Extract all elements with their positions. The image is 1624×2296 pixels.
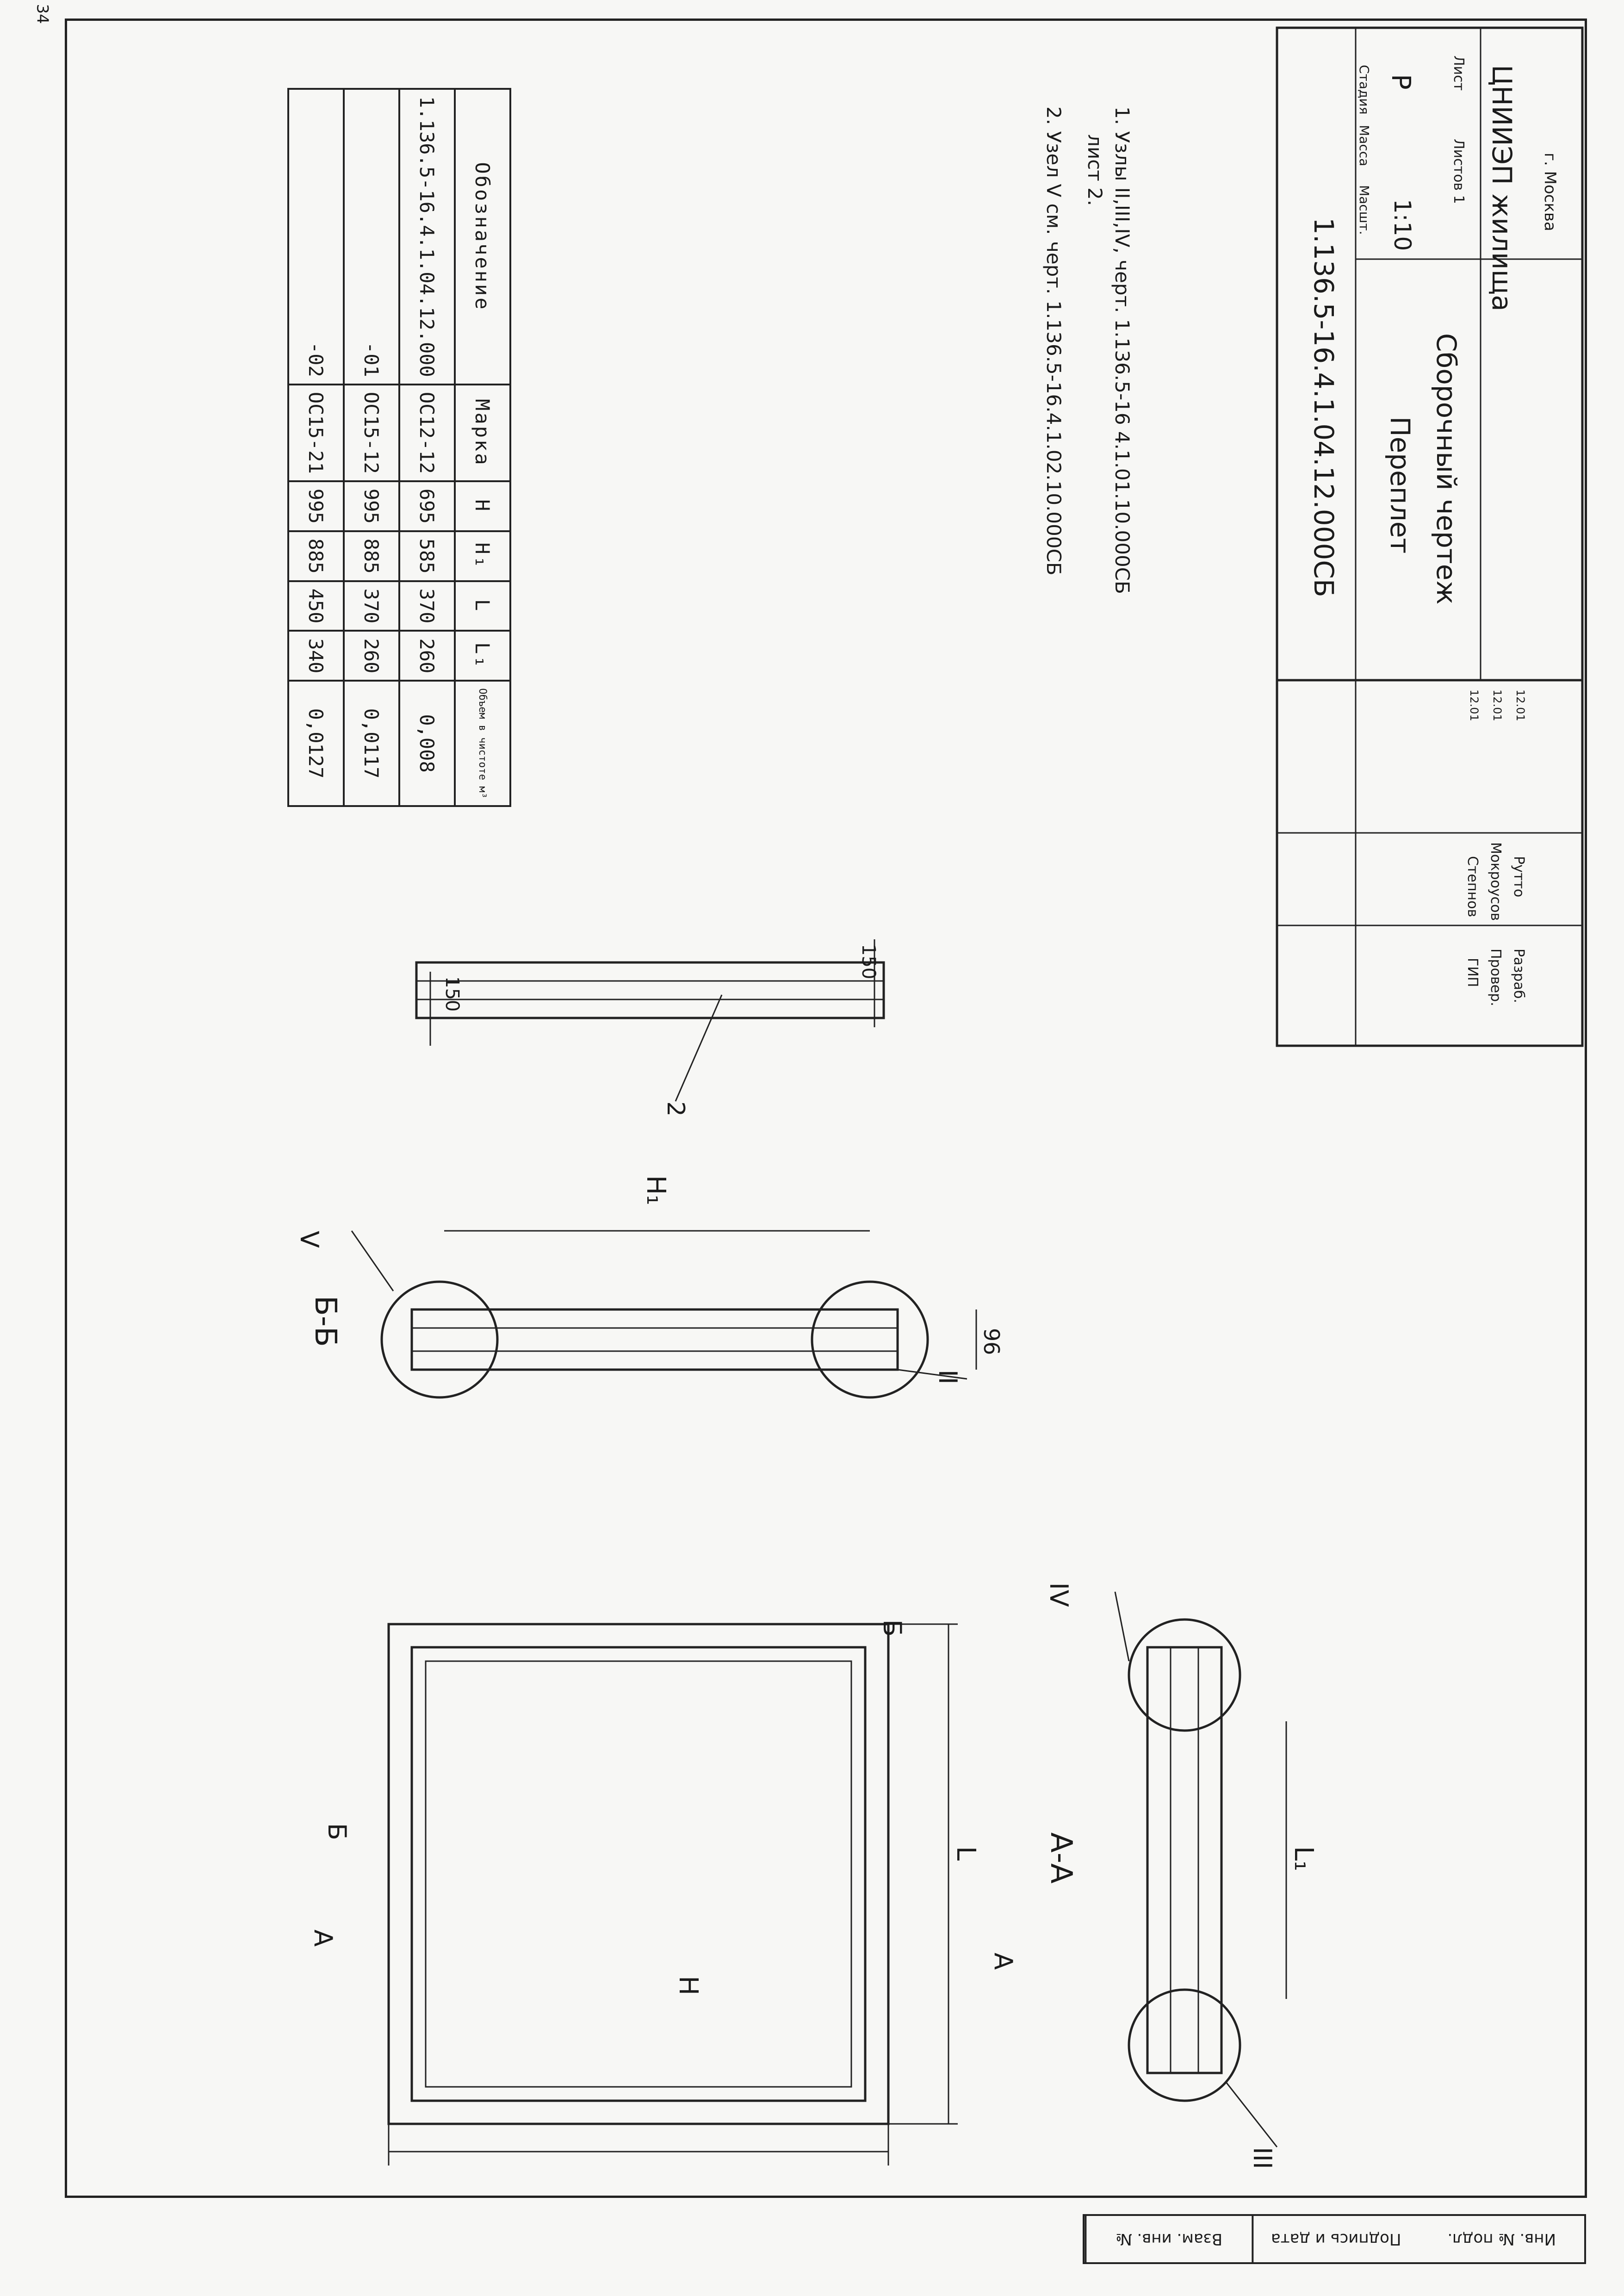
name-gip: Степнов (1464, 856, 1481, 918)
node-ii-label: II (933, 1370, 962, 1384)
stage-label: Стадия (1357, 65, 1372, 115)
dim-l1-label: L₁ (1289, 1846, 1319, 1871)
drawing-code: 1.136.5-16.4.1.04.12.000СБ (1308, 217, 1339, 597)
stamp-signature-date: Подпись и дата (1252, 2216, 1419, 2262)
table-cell: 695 (399, 481, 455, 531)
scale-label: Масшт. (1357, 185, 1372, 235)
table-header: Марка (455, 385, 510, 481)
sheets-label: Листов 1 (1450, 139, 1467, 204)
table-cell: 370 (344, 581, 399, 631)
table-cell: 450 (288, 581, 344, 631)
table-header: H (455, 481, 510, 531)
dim-96-label: 96 (979, 1328, 1004, 1355)
table-cell: 995 (288, 481, 344, 531)
role-gip: ГИП (1464, 958, 1481, 987)
dim-l-label: L (951, 1846, 981, 1861)
view-b-top: Б (322, 1823, 352, 1841)
table-cell: 0,0117 (344, 681, 399, 806)
table-cell: -01 (344, 89, 399, 385)
table-cell: ОС15-21 (288, 385, 344, 481)
table-cell: 370 (399, 581, 455, 631)
date-check: 12.01 (1491, 689, 1504, 721)
note-1: 1. Узлы II,III,IV, черт. 1.136.5-16 4.1.01.10.000СБ (1111, 106, 1134, 594)
section-bb-body (412, 1309, 898, 1370)
table-header: H₁ (455, 531, 510, 581)
sheet-label: Лист (1450, 56, 1467, 91)
section-bb-title: Б-Б (308, 1296, 342, 1347)
date-gip: 12.01 (1468, 689, 1481, 721)
profile-body (416, 962, 884, 1018)
table-cell: 885 (288, 531, 344, 581)
dim-150-top: 150 (441, 976, 463, 1012)
table-cell: 260 (344, 631, 399, 681)
table-cell: -02 (288, 89, 344, 385)
node-v-label: V (295, 1231, 324, 1248)
table-cell: ОС15-12 (344, 385, 399, 481)
note-2: 2. Узел V см. черт. 1.136.5-16.4.1.02.10.000СБ (1042, 106, 1065, 576)
stamp-inv-original: Инв. № подл. (1447, 2230, 1556, 2248)
table-cell: 995 (344, 481, 399, 531)
dim-h1-label: Н₁ (641, 1175, 671, 1205)
table-header: L (455, 581, 510, 631)
section-aa-body (1147, 1647, 1221, 2073)
name-check: Мокроусов (1488, 842, 1504, 921)
organization: ЦНИИЭП жилища (1486, 65, 1518, 311)
name-dev: Рутто (1511, 856, 1527, 898)
scale-value: 1:10 (1389, 199, 1416, 251)
sash-inner (412, 1647, 865, 2101)
table-cell: ОС12-12 (399, 385, 455, 481)
dim-h-label: Н (673, 1976, 703, 1996)
table-cell: 585 (399, 531, 455, 581)
dim-150-bottom: 150 (858, 944, 879, 980)
drawing-name-1: Переплет (1384, 416, 1416, 554)
table-header: Объем в чистоте м³ (455, 681, 510, 806)
table-header: Обозначение (455, 89, 510, 385)
stamp-replace-inv: Взам. инв. № (1085, 2216, 1252, 2262)
sash-outline (389, 1624, 888, 2124)
table-cell: 260 (399, 631, 455, 681)
table-cell: 885 (344, 531, 399, 581)
node-iv-label: IV (1044, 1582, 1073, 1607)
table-cell: 0,008 (399, 681, 455, 806)
table-header: L₁ (455, 631, 510, 681)
callout-2: 2 (662, 1101, 689, 1117)
note-1-sheet: лист 2. (1084, 134, 1106, 206)
bottom-stamps (1083, 2214, 1586, 2264)
table-cell: 340 (288, 631, 344, 681)
stage-value: Р (1386, 74, 1416, 90)
mass-label: Масса (1357, 125, 1372, 167)
role-dev: Разраб. (1511, 949, 1527, 1003)
node-circle-v (382, 1282, 497, 1397)
drawing-graphics (28, 0, 1594, 2296)
node-circle-iv (1129, 1620, 1240, 1731)
role-check: Провер. (1488, 949, 1504, 1006)
node-iii-label: III (1248, 2147, 1277, 2169)
drawing-name-2: Сборочный чертеж (1431, 333, 1462, 605)
sheet-number: 34 (33, 4, 52, 24)
glass-outline (426, 1661, 851, 2087)
city: г. Москва (1541, 153, 1559, 231)
drawing-sheet (28, 0, 1594, 2296)
view-b-bottom: Б (878, 1620, 907, 1637)
view-a-top: А (309, 1930, 338, 1947)
node-circle-iii (1129, 1990, 1240, 2101)
table-cell: 1.136.5-16.4.1.04.12.000 (399, 89, 455, 385)
date-dev: 12.01 (1514, 689, 1527, 721)
node-circle-ii (812, 1282, 928, 1397)
view-a-bottom: А (989, 1953, 1018, 1970)
section-aa-title: А-А (1044, 1832, 1078, 1884)
table-cell: 0,0127 (288, 681, 344, 806)
